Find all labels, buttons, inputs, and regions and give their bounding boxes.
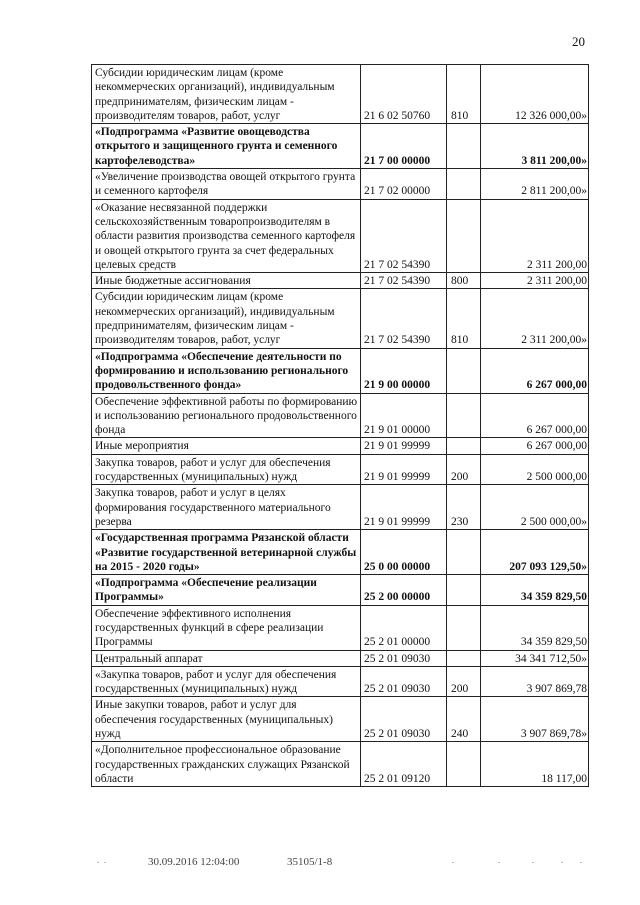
row-code-cell: 25 2 01 09030 xyxy=(361,650,447,666)
row-expense-type-cell: 200 xyxy=(447,666,481,697)
row-code-cell: 21 6 02 50760 xyxy=(361,65,447,124)
scan-speck xyxy=(580,862,582,863)
page-number: 20 xyxy=(572,34,585,49)
row-expense-type-cell: 810 xyxy=(447,65,481,124)
table-row xyxy=(92,273,589,289)
row-sum-cell: 3 907 869,78» xyxy=(481,697,589,742)
table-row xyxy=(92,697,589,742)
row-expense-type-cell xyxy=(447,348,481,393)
row-sum-cell: 18 117,00 xyxy=(481,742,589,787)
row-name-cell: Иные бюджетные ассигнования xyxy=(92,273,361,289)
table-row xyxy=(92,575,589,606)
row-sum-cell: 2 500 000,00 xyxy=(481,454,589,485)
row-code-cell: 21 9 01 00000 xyxy=(361,393,447,438)
row-name-cell: Субсидии юридическим лицам (кроме некоммерческих организаций), индивидуальным предпринимателям, физическим лицам - производителям товаров, работ, услуг xyxy=(92,65,361,124)
table-row xyxy=(92,666,589,697)
row-expense-type-cell: 800 xyxy=(447,273,481,289)
row-expense-type-cell xyxy=(447,650,481,666)
row-name-cell: «Подпрограмма «Обеспечение реализации Программы» xyxy=(92,575,361,606)
row-expense-type-cell xyxy=(447,605,481,650)
row-name-cell: Субсидии юридическим лицам (кроме некоммерческих организаций), индивидуальным предпринимателям, физическим лицам - производителям товаров, работ, услуг xyxy=(92,289,361,348)
row-sum-cell: 3 907 869,78 xyxy=(481,666,589,697)
row-sum-cell: 6 267 000,00 xyxy=(481,348,589,393)
row-expense-type-cell xyxy=(447,742,481,787)
table-row xyxy=(92,65,589,124)
table-row xyxy=(92,605,589,650)
table-row xyxy=(92,124,589,169)
row-name-cell: Иные мероприятия xyxy=(92,438,361,454)
table-row xyxy=(92,742,589,787)
row-name-cell: Закупка товаров, работ и услуг для обеспечения государственных (муниципальных) нужд xyxy=(92,454,361,485)
row-code-cell: 21 7 02 00000 xyxy=(361,169,447,200)
row-sum-cell: 207 093 129,50» xyxy=(481,530,589,575)
row-code-cell: 21 7 02 54390 xyxy=(361,289,447,348)
row-expense-type-cell xyxy=(447,530,481,575)
table-row xyxy=(92,169,589,200)
row-code-cell: 25 2 01 09030 xyxy=(361,666,447,697)
row-name-cell: «Подпрограмма «Обеспечение деятельности по формированию и использованию регионального продовольственного фонда» xyxy=(92,348,361,393)
row-sum-cell: 2 311 200,00 xyxy=(481,199,589,272)
row-expense-type-cell xyxy=(447,575,481,606)
row-name-cell: Обеспечение эффективной работы по формированию и использованию регионального продовольственного фонда xyxy=(92,393,361,438)
row-expense-type-cell xyxy=(447,199,481,272)
row-sum-cell: 34 359 829,50 xyxy=(481,605,589,650)
table-row xyxy=(92,454,589,485)
table-row xyxy=(92,393,589,438)
row-sum-cell: 34 359 829,50 xyxy=(481,575,589,606)
scan-speck xyxy=(104,862,106,863)
row-expense-type-cell xyxy=(447,124,481,169)
row-sum-cell: 6 267 000,00 xyxy=(481,393,589,438)
row-code-cell: 25 2 01 09030 xyxy=(361,697,447,742)
budget-table xyxy=(91,64,589,787)
footer-date: 30.09.2016 12:04:00 xyxy=(148,856,240,868)
scan-speck xyxy=(561,862,563,863)
row-code-cell: 21 9 01 99999 xyxy=(361,454,447,485)
row-code-cell: 21 9 00 00000 xyxy=(361,348,447,393)
table-row xyxy=(92,289,589,348)
row-name-cell: «Подпрограмма «Развитие овощеводства открытого и защищенного грунта и семенного картофелеводства» xyxy=(92,124,361,169)
row-code-cell: 21 7 02 54390 xyxy=(361,199,447,272)
row-sum-cell: 2 500 000,00» xyxy=(481,485,589,530)
row-code-cell: 25 0 00 00000 xyxy=(361,530,447,575)
scan-speck xyxy=(452,862,454,863)
row-name-cell: «Дополнительное профессиональное образование государственных гражданских служащих Рязанской области xyxy=(92,742,361,787)
table-row xyxy=(92,348,589,393)
row-sum-cell: 2 811 200,00» xyxy=(481,169,589,200)
row-name-cell: Центральный аппарат xyxy=(92,650,361,666)
row-expense-type-cell xyxy=(447,393,481,438)
table-row xyxy=(92,438,589,454)
row-code-cell: 25 2 01 09120 xyxy=(361,742,447,787)
row-code-cell: 25 2 00 00000 xyxy=(361,575,447,606)
scan-speck xyxy=(532,862,534,863)
row-code-cell: 21 7 00 00000 xyxy=(361,124,447,169)
row-sum-cell: 2 311 200,00» xyxy=(481,289,589,348)
row-name-cell: Иные закупки товаров, работ и услуг для обеспечения государственных (муниципальных) нужд xyxy=(92,697,361,742)
table-row xyxy=(92,485,589,530)
row-sum-cell: 2 311 200,00 xyxy=(481,273,589,289)
row-name-cell: Закупка товаров, работ и услуг в целях формирования государственного материального резерва xyxy=(92,485,361,530)
footer-doc-id: 35105/1-8 xyxy=(287,856,333,868)
budget-table-body xyxy=(92,65,589,787)
row-sum-cell: 12 326 000,00» xyxy=(481,65,589,124)
row-expense-type-cell xyxy=(447,438,481,454)
row-sum-cell: 3 811 200,00» xyxy=(481,124,589,169)
row-expense-type-cell: 230 xyxy=(447,485,481,530)
row-sum-cell: 6 267 000,00 xyxy=(481,438,589,454)
row-expense-type-cell: 240 xyxy=(447,697,481,742)
row-name-cell: «Закупка товаров, работ и услуг для обеспечения государственных (муниципальных) нужд xyxy=(92,666,361,697)
scan-speck xyxy=(498,862,500,863)
row-name-cell: «Государственная программа Рязанской области «Развитие государственной ветеринарной службы на 2015 - 2020 годы» xyxy=(92,530,361,575)
row-name-cell: «Оказание несвязанной поддержки сельскохозяйственным товаропроизводителям в области развития производства семенного картофеля и овощей открытого грунта за счет федеральных целевых средств xyxy=(92,199,361,272)
scan-speck xyxy=(97,862,99,863)
row-expense-type-cell: 810 xyxy=(447,289,481,348)
row-code-cell: 21 9 01 99999 xyxy=(361,438,447,454)
row-expense-type-cell xyxy=(447,169,481,200)
table-row xyxy=(92,199,589,272)
row-name-cell: «Увеличение производства овощей открытого грунта и семенного картофеля xyxy=(92,169,361,200)
row-code-cell: 21 7 02 54390 xyxy=(361,273,447,289)
row-sum-cell: 34 341 712,50» xyxy=(481,650,589,666)
row-code-cell: 21 9 01 99999 xyxy=(361,485,447,530)
table-row xyxy=(92,650,589,666)
row-expense-type-cell: 200 xyxy=(447,454,481,485)
row-name-cell: Обеспечение эффективного исполнения государственных функций в сфере реализации Программы xyxy=(92,605,361,650)
table-row xyxy=(92,530,589,575)
row-code-cell: 25 2 01 00000 xyxy=(361,605,447,650)
